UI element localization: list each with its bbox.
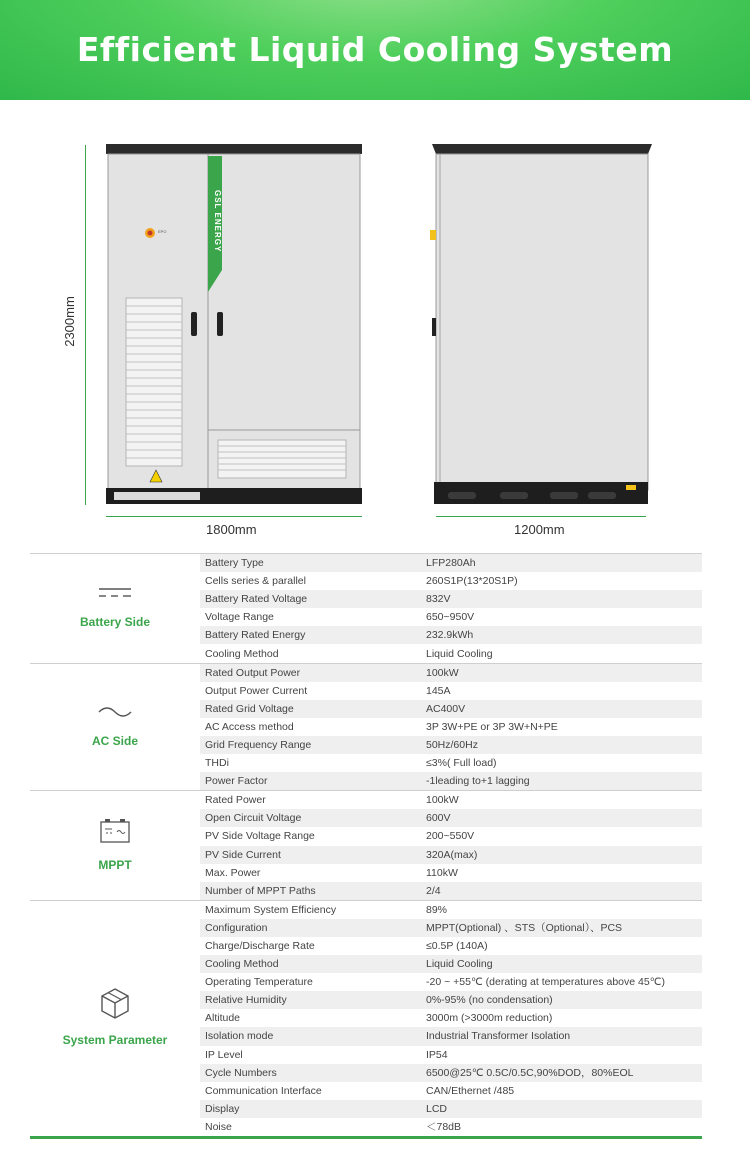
spec-param: Noise (205, 1120, 232, 1133)
spec-value: Liquid Cooling (426, 647, 493, 660)
spec-param: Isolation mode (200, 1027, 417, 1045)
spec-value: 650~950V (426, 611, 475, 624)
section-label: Battery Side (79, 615, 151, 630)
spec-value: 145A (426, 684, 451, 697)
spec-value: 100kW (417, 663, 702, 682)
spec-value: LFP280Ah (417, 554, 702, 572)
spec-param: Grid Frequency Range (200, 736, 417, 754)
brand-text: GSL ENERGY (213, 190, 222, 253)
section-label: MPPT (98, 857, 132, 872)
ac-wave-icon (97, 704, 133, 726)
spec-value: 50Hz/60Hz (417, 736, 702, 754)
front-width-label: 1800mm (206, 522, 257, 537)
spec-value: -1leading to+1 lagging (417, 772, 702, 791)
spec-param: Open Circuit Voltage (200, 809, 417, 827)
spec-param: Relative Humidity (200, 991, 417, 1009)
spec-value: 100kW (417, 791, 702, 810)
cube-icon (100, 987, 130, 1025)
spec-value: LCD (417, 1100, 702, 1118)
spec-value: 110kW (426, 866, 458, 879)
spec-param: Max. Power (205, 866, 261, 879)
bottom-accent-line (30, 1136, 702, 1139)
spec-param: Cooling Method (200, 955, 417, 973)
dc-icon (97, 585, 133, 607)
spec-row (30, 900, 702, 919)
section-category (30, 663, 200, 791)
spec-param: Display (200, 1100, 417, 1118)
spec-param: Battery Rated Energy (200, 626, 417, 644)
spec-param: Rated Grid Voltage (200, 700, 417, 718)
spec-param: Communication Interface (205, 1084, 322, 1097)
page-title: Efficient Liquid Cooling System (76, 30, 674, 69)
spec-param: Maximum System Efficiency (200, 900, 417, 919)
spec-value: ≤0.5P (140A) (426, 940, 488, 953)
spec-param: Cells series & parallel (205, 575, 306, 588)
spec-value: 832V (417, 590, 702, 608)
section-label: AC Side (91, 733, 138, 748)
spec-value: 320A(max) (417, 846, 702, 864)
spec-param: Charge/Discharge Rate (205, 940, 315, 953)
front-cabinet (104, 142, 366, 506)
louver-right (218, 440, 346, 478)
spec-param: Voltage Range (205, 611, 274, 624)
spec-value: 232.9kWh (417, 626, 702, 644)
spec-param: Cycle Numbers (200, 1064, 417, 1082)
spec-value: IP54 (426, 1048, 448, 1061)
spec-param: Altitude (205, 1012, 241, 1025)
spec-value: Industrial Transformer Isolation (417, 1027, 702, 1045)
spec-param: Configuration (200, 919, 417, 937)
spec-param: THDi (205, 757, 229, 770)
spec-param: Battery Type (200, 554, 417, 572)
spec-value: CAN/Ethernet /485 (426, 1084, 515, 1097)
spec-param: PV Side Voltage Range (205, 830, 315, 843)
spec-value: MPPT(Optional) 、STS（Optional）、PCS (417, 919, 702, 937)
spec-value: 260S1P(13*20S1P) (426, 575, 518, 588)
spec-value: 200~550V (426, 830, 475, 843)
spec-param: Number of MPPT Paths (200, 882, 417, 901)
spec-value: 6500@25℃ 0.5C/0.5C,90%DOD，80%EOL (417, 1064, 702, 1082)
spec-param: Output Power Current (205, 684, 308, 697)
spec-table (30, 554, 702, 1136)
title-banner (0, 0, 750, 100)
mppt-icon (99, 818, 131, 850)
height-label: 2300mm (61, 296, 77, 347)
spec-value: 3000m (>3000m reduction) (426, 1012, 553, 1025)
spec-value: ＜78dB (426, 1120, 462, 1133)
epo-label: EPO (158, 229, 167, 234)
spec-row (30, 663, 702, 682)
spec-value: 89% (417, 900, 702, 919)
section-category (30, 900, 200, 1136)
spec-param: Battery Rated Voltage (200, 590, 417, 608)
spec-value: 600V (417, 809, 702, 827)
spec-param: Power Factor (200, 772, 417, 791)
height-dimension-line (85, 145, 86, 505)
spec-param: Operating Temperature (205, 976, 313, 989)
spec-param: AC Access method (205, 720, 294, 733)
spec-row (30, 791, 702, 810)
side-cabinet (430, 142, 654, 506)
spec-value: 0%-95% (no condensation) (417, 991, 702, 1009)
spec-row (30, 554, 702, 572)
section-category (30, 554, 200, 663)
spec-value: ≤3%( Full load) (426, 757, 497, 770)
spec-param: PV Side Current (200, 846, 417, 864)
side-width-label: 1200mm (514, 522, 565, 537)
spec-value: 3P 3W+PE or 3P 3W+N+PE (426, 720, 558, 733)
spec-value: -20 ~ +55℃ (derating at temperatures above 45℃) (426, 976, 665, 989)
section-label: System Parameter (62, 1033, 168, 1048)
spec-param: Cooling Method (205, 647, 279, 660)
section-category (30, 791, 200, 901)
spec-param: Rated Power (200, 791, 417, 810)
spec-value: AC400V (417, 700, 702, 718)
front-width-dimension-line (106, 516, 362, 517)
spec-param: IP Level (205, 1048, 243, 1061)
spec-value: Liquid Cooling (417, 955, 702, 973)
louver-left (126, 298, 182, 466)
side-width-dimension-line (436, 516, 646, 517)
spec-param: Rated Output Power (200, 663, 417, 682)
spec-value: 2/4 (417, 882, 702, 901)
